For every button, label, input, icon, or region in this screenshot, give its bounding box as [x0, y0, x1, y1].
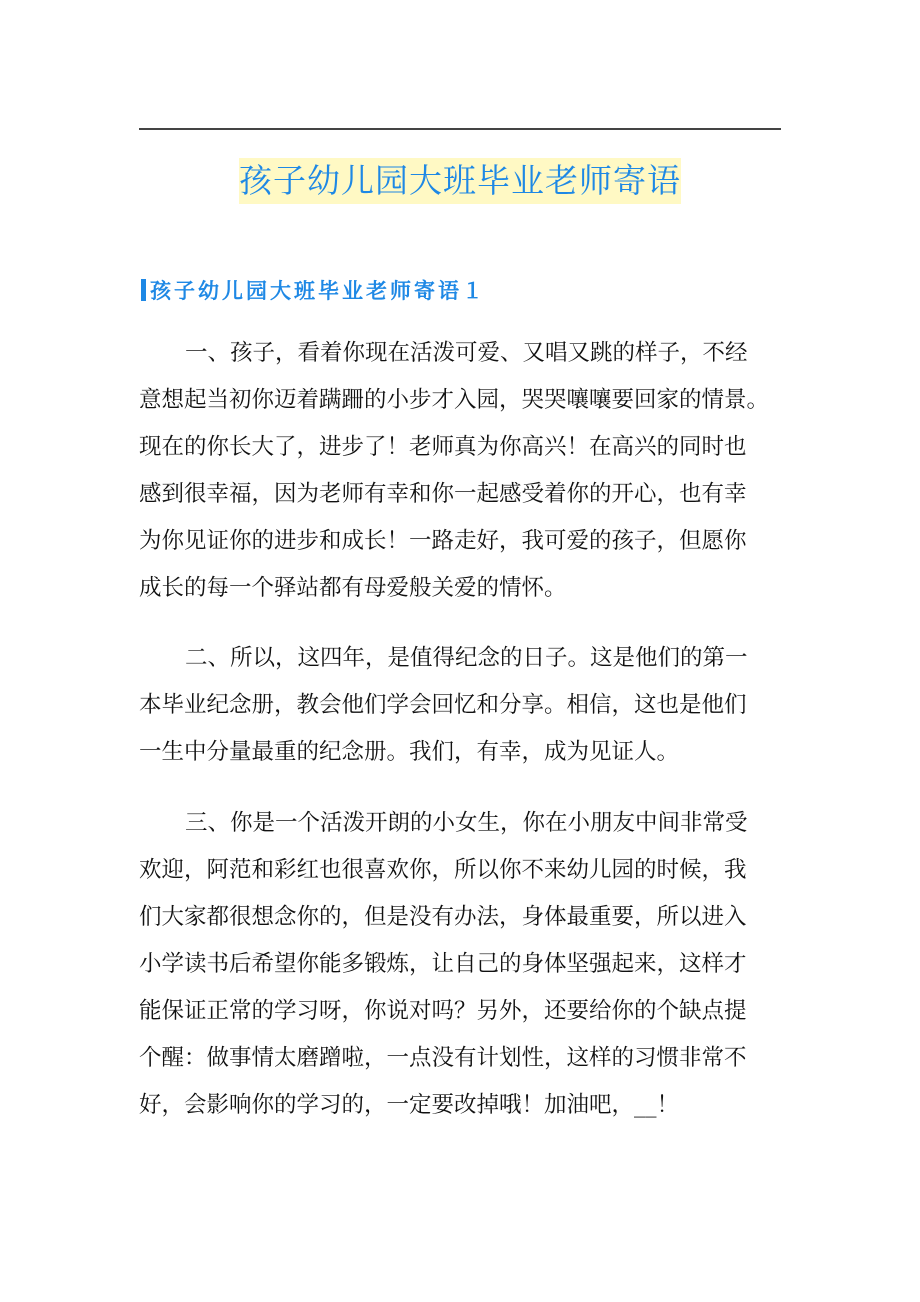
paragraph-line: 成长的每一个驿站都有母爱般关爱的情怀。	[139, 575, 567, 601]
section-heading	[141, 276, 486, 304]
paragraph-line: 为你见证你的进步和成长！一路走好，我可爱的孩子，但愿你	[139, 528, 747, 554]
paragraph-line: 欢迎，阿范和彩红也很喜欢你，所以你不来幼儿园的时候，我	[139, 857, 747, 883]
paragraph-line: 个醒：做事情太磨蹭啦，一点没有计划性，这样的习惯非常不	[139, 1045, 747, 1071]
paragraph-line: 能保证正常的学习呀，你说对吗？另外，还要给你的个缺点提	[139, 998, 747, 1024]
header-rule	[139, 128, 781, 130]
paragraph-line: 一生中分量最重的纪念册。我们，有幸，成为见证人。	[139, 739, 680, 765]
document-title: 孩子幼儿园大班毕业老师寄语	[239, 158, 681, 204]
paragraph-line: 好，会影响你的学习的，一定要改掉哦！加油吧，__！	[139, 1092, 680, 1118]
paragraph-line: 小学读书后希望你能多锻炼，让自己的身体坚强起来，这样才	[139, 951, 747, 977]
paragraph-line: 二、所以，这四年，是值得纪念的日子。这是他们的第一	[185, 645, 748, 671]
paragraph-line: 意想起当初你迈着蹒跚的小步才入园，哭哭嚷嚷要回家的情景。	[139, 387, 770, 413]
paragraph-line: 一、孩子，看着你现在活泼可爱、又唱又跳的样子，不经	[185, 340, 748, 366]
paragraph-line: 们大家都很想念你的，但是没有办法，身体最重要，所以进入	[139, 904, 747, 930]
paragraph-line: 三、你是一个活泼开朗的小女生，你在小朋友中间非常受	[185, 810, 748, 836]
paragraph-line: 感到很幸福，因为老师有幸和你一起感受着你的开心，也有幸	[139, 481, 747, 507]
paragraph-1	[139, 330, 784, 612]
paragraph-2	[139, 635, 784, 776]
section-heading-text: 孩子幼儿园大班毕业老师寄语１	[150, 279, 486, 303]
paragraph-3	[139, 800, 784, 1129]
title-container	[0, 158, 920, 204]
section-marker-bar	[141, 279, 146, 301]
paragraph-line: 本毕业纪念册，教会他们学会回忆和分享。相信，这也是他们	[139, 692, 747, 718]
paragraph-line: 现在的你长大了，进步了！老师真为你高兴！在高兴的同时也	[139, 434, 747, 460]
